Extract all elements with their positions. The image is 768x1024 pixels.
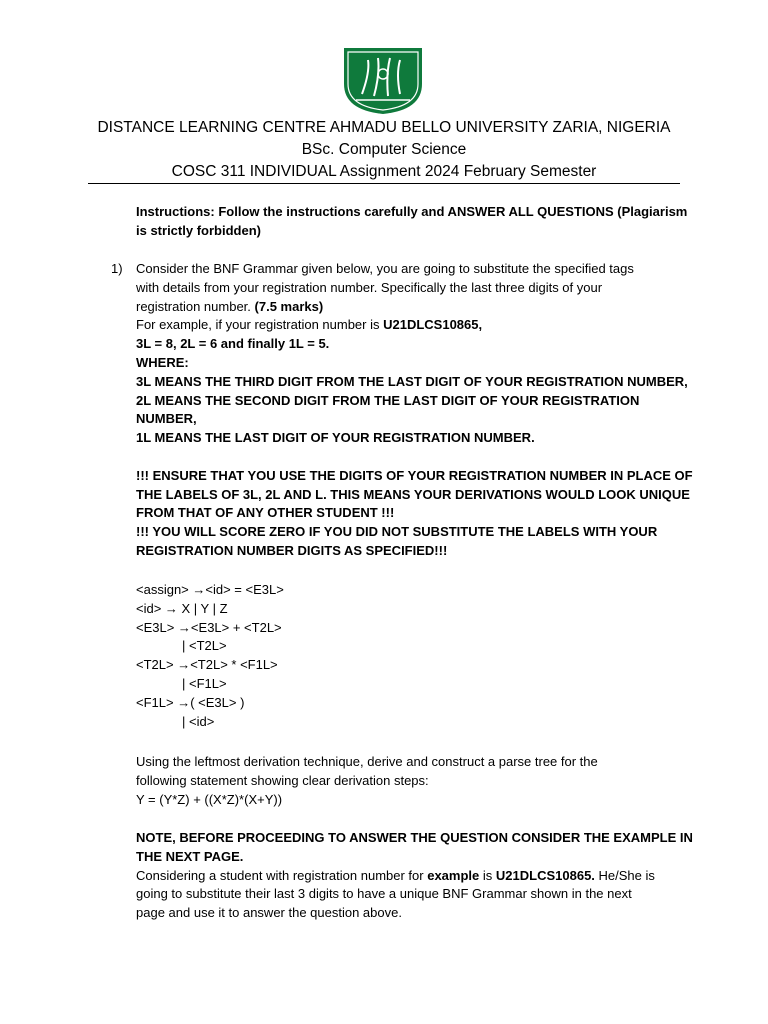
note: NOTE, BEFORE PROCEEDING TO ANSWER THE QUESTION CONSIDER THE EXAMPLE IN THE NEXT PAGE. Considering a student with registration number for example is U21DLCS10865. He/She is going to substitute their last 3 digits to have a unique BNF Grammar shown in the next page and use it to answer the question above. [136, 830, 693, 921]
instructions: Instructions: Follow the instructions carefully and ANSWER ALL QUESTIONS (Plagiarism is strictly forbidden) [136, 204, 688, 238]
question-number: 1) [111, 261, 123, 276]
statement: Y = (Y*Z) + ((X*Z)*(X+Y)) [136, 791, 283, 807]
grammar-rule: | <F1L> [182, 675, 227, 691]
grammar-rule: <id> → X | Y | Z [136, 600, 228, 616]
header-course: COSC 311 INDIVIDUAL Assignment 2024 February Semester [171, 163, 597, 180]
header-institution: DISTANCE LEARNING CENTRE AHMADU BELLO UNIVERSITY ZARIA, NIGERIA [97, 119, 671, 136]
question-body: Consider the BNF Grammar given below, you are going to substitute the specified tags with details from your registration number. Specifically the last three digits of your registration number. (7.5 marks) For example, if your registration number is U21DLCS10865, 3L = 8, 2L = 6 and finally 1L = 5. WHERE: 3L MEANS THE THIRD DIGIT FROM THE LAST DIGIT OF YOUR REGISTRATION NUMBER, 2L MEANS THE SECOND DIGIT FROM THE LAST DIGIT OF YOUR REGISTRATION NUMBER, 1L MEANS THE LAST DIGIT OF YOUR REGISTRATION NUMBER. !!! ENSURE THAT YOU USE THE DIGITS OF YOUR REGISTRATION NUMBER IN PLACE OF THE LABELS OF 3L, 2L AND L. THIS MEANS YOUR DERIVATIONS WOULD LOOK UNIQUE FROM THAT OF ANY OTHER STUDENT !!! !!! YOU WILL SCORE ZERO IF YOU DID NOT SUBSTITUTE THE LABELS WITH YOUR REGISTRATION NUMBER DIGITS AS SPECIFIED!!! [136, 261, 693, 558]
marks: (7.5 marks) [254, 298, 324, 314]
task: Using the leftmost derivation technique, derive and construct a parse tree for the following statement showing clear derivation steps: Y = (Y*Z) + ((X*Z)*(X+Y)) [136, 753, 686, 809]
grammar-rule: <T2L> →<T2L> * <F1L> [136, 657, 278, 673]
bnf-grammar [136, 581, 686, 731]
university-logo-icon [340, 44, 426, 116]
grammar-rule: <F1L> →( <E3L> ) [136, 694, 245, 710]
warning-1: !!! ENSURE THAT YOU USE THE DIGITS OF YOUR REGISTRATION NUMBER IN PLACE OF [136, 467, 693, 483]
grammar-rule: | <T2L> [182, 638, 227, 654]
grammar-rule: <assign> →<id> = <E3L> [136, 582, 284, 597]
warning-2: !!! YOU WILL SCORE ZERO IF YOU DID NOT SUBSTITUTE THE LABELS WITH YOUR [136, 524, 658, 540]
grammar-rule: | <id> [182, 713, 215, 729]
grammar-rule: <E3L> →<E3L> + <T2L> [136, 619, 282, 635]
header-programme: BSc. Computer Science [301, 141, 467, 158]
header-divider [88, 183, 680, 184]
